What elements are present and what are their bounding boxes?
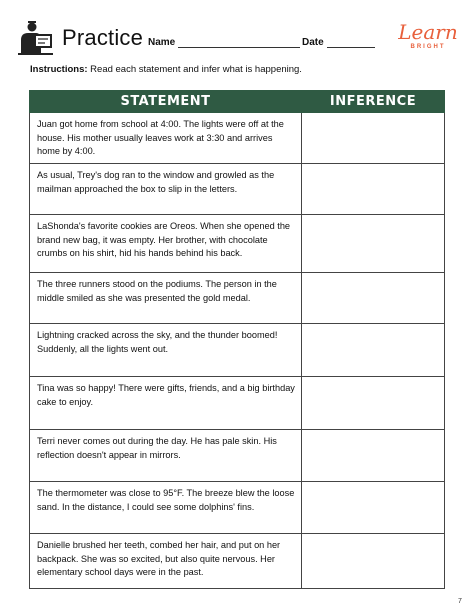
page-number: 7 bbox=[458, 598, 462, 605]
logo-subtext: BRIGHT bbox=[410, 44, 446, 50]
name-line[interactable] bbox=[178, 37, 300, 48]
table-row bbox=[30, 534, 445, 589]
date-field[interactable] bbox=[302, 37, 375, 48]
table-row bbox=[30, 482, 445, 534]
inference-cell[interactable] bbox=[302, 273, 445, 324]
statement-cell: LaShonda's favorite cookies are Oreos. When she opened the brand new bag, it was empty. Her brother, with chocolate crumbs on his shirt, hid his hands behind his back. bbox=[30, 215, 302, 273]
statement-cell: Danielle brushed her teeth, combed her hair, and put on her backpack. She was so excited, but also quite nervous. Her elementary school days were in the past. bbox=[30, 534, 302, 589]
instructions-text: Read each statement and infer what is happening. bbox=[90, 64, 302, 75]
statement-cell: Terri never comes out during the day. He has pale skin. His reflection doesn't appear in mirrors. bbox=[30, 430, 302, 482]
teacher-at-board-icon bbox=[15, 18, 55, 58]
inference-cell[interactable] bbox=[302, 324, 445, 377]
name-label: Name bbox=[148, 37, 176, 48]
inference-cell[interactable] bbox=[302, 534, 445, 589]
statement-cell: Juan got home from school at 4:00. The lights were off at the house. His mother usually leaves work at 3:30 and arrives home by 4:00. bbox=[30, 113, 302, 164]
table-header-row bbox=[30, 91, 445, 113]
inference-cell[interactable] bbox=[302, 377, 445, 430]
statement-column-header: STATEMENT bbox=[30, 91, 302, 113]
inference-cell[interactable] bbox=[302, 113, 445, 164]
statement-cell: The three runners stood on the podiums. The person in the middle smiled as she was presented the gold medal. bbox=[30, 273, 302, 324]
inference-table bbox=[29, 90, 445, 589]
table-row bbox=[30, 113, 445, 164]
name-field[interactable] bbox=[148, 37, 300, 48]
inference-cell[interactable] bbox=[302, 164, 445, 215]
statement-cell: As usual, Trey's dog ran to the window and growled as the mailman approached the box to slip in the letters. bbox=[30, 164, 302, 215]
table-row bbox=[30, 164, 445, 215]
inference-column-header: INFERENCE bbox=[302, 91, 445, 113]
inference-cell[interactable] bbox=[302, 482, 445, 534]
page-title: Practice bbox=[62, 25, 144, 50]
inference-cell[interactable] bbox=[302, 430, 445, 482]
table-row bbox=[30, 273, 445, 324]
table-row bbox=[30, 215, 445, 273]
statement-cell: The thermometer was close to 95°F. The breeze blew the loose sand. In the distance, I could see some dolphins' fins. bbox=[30, 482, 302, 534]
inference-cell[interactable] bbox=[302, 215, 445, 273]
date-line[interactable] bbox=[327, 37, 375, 48]
table-row bbox=[30, 430, 445, 482]
instructions bbox=[30, 64, 302, 75]
learn-bright-logo bbox=[398, 21, 458, 57]
table-row bbox=[30, 377, 445, 430]
instructions-label: Instructions: bbox=[30, 64, 88, 75]
date-label: Date bbox=[302, 37, 324, 48]
table-row bbox=[30, 324, 445, 377]
statement-cell: Lightning cracked across the sky, and the thunder boomed! Suddenly, all the lights went out. bbox=[30, 324, 302, 377]
worksheet-header bbox=[0, 0, 474, 62]
statement-cell: Tina was so happy! There were gifts, friends, and a big birthday cake to enjoy. bbox=[30, 377, 302, 430]
logo-text: Learn bbox=[398, 20, 458, 44]
